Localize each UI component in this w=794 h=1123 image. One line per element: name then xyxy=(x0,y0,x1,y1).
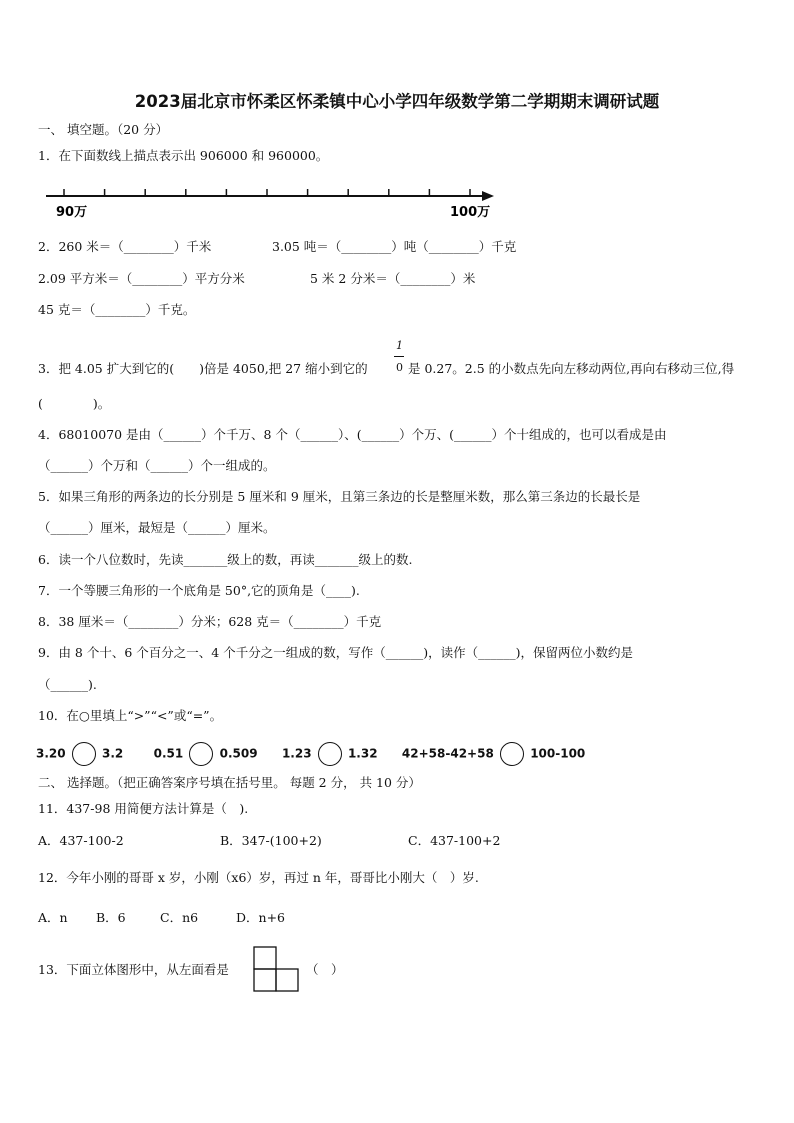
q11-option-c[interactable]: C．437-100+2 xyxy=(408,833,501,848)
question-12: 12．今年小刚的哥哥 x 岁，小刚（x6）岁，再过 n 年，哥哥比小刚大（ ）岁. xyxy=(38,870,479,885)
compare-2-left: 0.51 xyxy=(153,746,184,761)
q12-option-c[interactable]: C．n6 xyxy=(160,910,199,925)
q12-option-b[interactable]: B．6 xyxy=(96,910,126,925)
section-2-heading: 二、 选择题。（把正确答案序号填在括号里。 每题 2 分， 共 10 分） xyxy=(38,775,421,790)
section-1-heading: 一、 填空题。（20 分） xyxy=(38,122,169,137)
number-line-right-label: 100万 xyxy=(450,205,491,220)
compare-circle-3[interactable] xyxy=(318,742,342,766)
question-3-line2: ( )。 xyxy=(38,396,111,411)
question-11: 11．437-98 用简便方法计算是（ ). xyxy=(38,801,249,816)
question-4-line2: （______）个万和（______）个一组成的。 xyxy=(38,458,276,473)
question-13: 13．下面立体图形中，从左面看是 xyxy=(38,962,229,977)
question-9-line2: （______). xyxy=(38,677,97,692)
question-3-part1: 3．把 4.05 扩大到它的( )倍是 4050,把 27 缩小到它的 xyxy=(38,361,368,376)
compare-4-left: 42+58-42+58 xyxy=(401,746,494,761)
question-10: 10．在○里填上“>”“<”或“=”。 xyxy=(38,708,223,723)
question-2b: 3.05 吨＝（________）吨（________）千克 xyxy=(272,239,517,254)
compare-circle-1[interactable] xyxy=(72,742,96,766)
number-line xyxy=(40,180,500,224)
compare-circle-4[interactable] xyxy=(500,742,524,766)
question-9-line1: 9．由 8 个十、6 个百分之一、4 个千分之一组成的数，写作（______)，读作（______)，保留两位小数约是 xyxy=(38,645,633,660)
compare-circle-2[interactable] xyxy=(189,742,213,766)
question-1: 1．在下面数线上描点表示出 906000 和 960000。 xyxy=(38,148,329,163)
compare-4-right: 100-100 xyxy=(530,746,586,761)
page-title: 2023届北京市怀柔区怀柔镇中心小学四年级数学第二学期期末调研试题 xyxy=(134,92,660,111)
question-2e: 45 克＝（________）千克。 xyxy=(38,302,196,317)
side-view-figure xyxy=(253,946,299,992)
compare-1-right: 3.2 xyxy=(101,746,124,761)
question-8: 8．38 厘米＝（________）分米；628 克＝（________）千克 xyxy=(38,614,382,629)
compare-3-left: 1.23 xyxy=(281,746,312,761)
compare-1-left: 3.20 xyxy=(36,746,66,761)
q11-option-a[interactable]: A．437-100-2 xyxy=(38,833,124,848)
question-6: 6．读一个八位数时，先读_______级上的数，再读_______级上的数. xyxy=(38,552,413,567)
question-7: 7．一个等腰三角形的一个底角是 50°,它的顶角是（____). xyxy=(38,583,360,598)
comparison-row xyxy=(36,742,585,766)
question-2d: 5 米 2 分米＝（________）米 xyxy=(310,271,476,286)
compare-2-right: 0.509 xyxy=(219,746,258,761)
compare-3-right: 1.32 xyxy=(347,746,378,761)
question-5-line2: （______）厘米，最短是（______）厘米。 xyxy=(38,520,276,535)
q11-option-b[interactable]: B．347-(100+2) xyxy=(220,833,322,848)
fraction-denominator: 0 xyxy=(396,361,403,374)
question-3-part2: 是 0.27。2.5 的小数点先向左移动两位,再向右移动三位,得 xyxy=(408,361,735,376)
question-13-answer-blank: （ ） xyxy=(306,962,344,977)
fraction-numerator: 1 xyxy=(396,339,403,352)
q12-option-a[interactable]: A．n xyxy=(38,910,68,925)
question-2c: 2.09 平方米＝（________）平方分米 xyxy=(38,271,245,286)
question-5-line1: 5．如果三角形的两条边的长分别是 5 厘米和 9 厘米，且第三条边的长是整厘米数，那么第三条边的长最长是 xyxy=(38,489,641,504)
number-line-left-label: 90万 xyxy=(56,205,88,220)
fraction-bar xyxy=(394,356,404,357)
question-2a: 2．260 米＝（________）千米 xyxy=(38,239,212,254)
q12-option-d[interactable]: D．n+6 xyxy=(236,910,285,925)
question-4-line1: 4．68010070 是由（______）个千万、8 个（______）、(______）个万、(______）个十组成的，也可以看成是由 xyxy=(38,427,667,442)
